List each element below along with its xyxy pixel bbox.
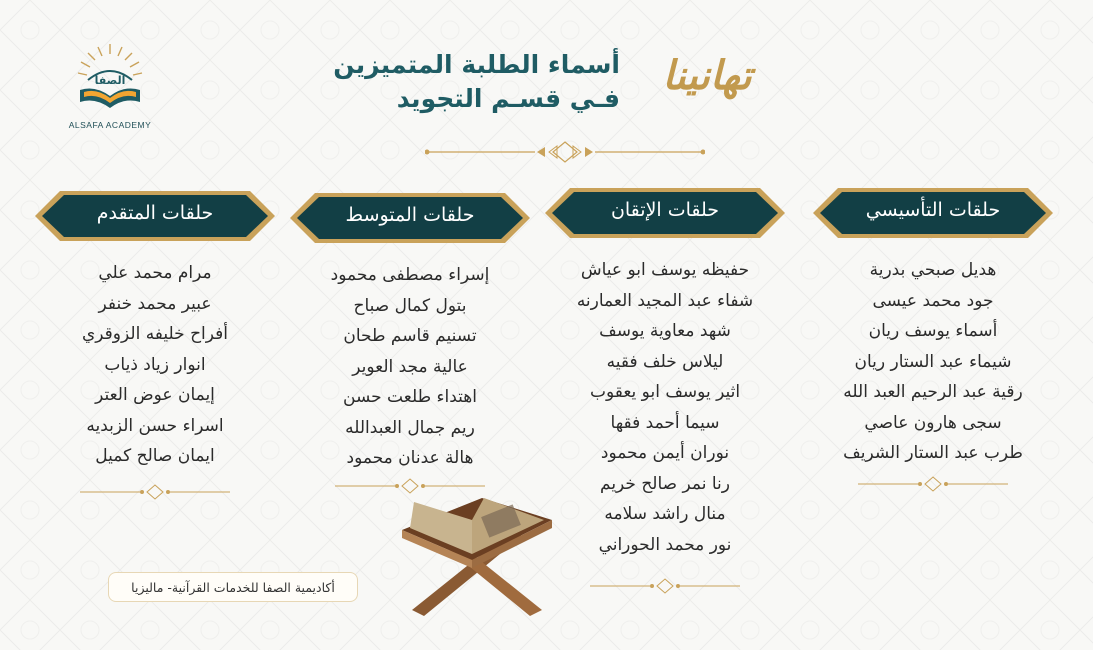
column-heading: حلقات المتقدم — [96, 202, 214, 224]
student-name: ليلاس خلف فقيه — [606, 351, 724, 372]
quran-on-stand-image — [392, 490, 562, 620]
student-name: أسماء يوسف ريان — [868, 321, 998, 341]
student-name: حفيظه يوسف ابو عياش — [580, 260, 750, 280]
student-name: ايمان صالح كميل — [95, 446, 215, 466]
student-name: نوران أيمن محمود — [600, 443, 730, 463]
names-list — [540, 255, 790, 560]
header-divider — [425, 140, 705, 164]
column-heading: حلقات الإتقان — [610, 199, 720, 221]
congrats-calligraphy: تهانينا — [662, 52, 752, 99]
academy-logo — [62, 40, 158, 140]
title-line-2: فـي قسـم التجويد — [396, 84, 620, 113]
student-name: اسراء حسن الزبديه — [86, 415, 224, 436]
names-list — [808, 255, 1058, 469]
logo-caption: ALSAFA ACADEMY — [68, 120, 152, 130]
student-name: طرب عبد الستار الشريف — [843, 443, 1023, 463]
title-line-1: أسماء الطلبة المتميزين — [333, 50, 620, 79]
student-name: رنا نمر صالح خريم — [600, 473, 730, 494]
student-name: أفراح خليفه الزوقري — [81, 324, 229, 344]
student-name: هالة عدنان محمود — [346, 448, 474, 468]
column-divider — [590, 578, 740, 594]
student-name: انوار زياد ذياب — [104, 354, 206, 375]
footer-note: أكاديمية الصفا للخدمات القرآنية- ماليزيا — [108, 572, 358, 602]
logo-brand-text: الصفا — [94, 74, 126, 87]
student-name: عالية مجد العوير — [352, 356, 468, 377]
student-name: نور محمد الحوراني — [598, 534, 732, 555]
student-name: عبير محمد خنفر — [98, 293, 212, 314]
student-name: ريم جمال العبدالله — [345, 417, 475, 438]
banner-mastery — [540, 183, 790, 243]
student-name: شهد معاوية يوسف — [599, 321, 731, 341]
student-name: رقية عبد الرحيم العبد الله — [843, 382, 1023, 402]
column-divider — [858, 476, 1008, 492]
names-list — [285, 260, 535, 474]
student-name: بتول كمال صباح — [353, 295, 467, 316]
student-name: مرام محمد علي — [98, 263, 212, 283]
banner-foundation — [808, 183, 1058, 243]
column-heading: حلقات المتوسط — [345, 204, 475, 226]
student-name: اثير يوسف ابو يعقوب — [589, 382, 741, 402]
names-list — [30, 258, 280, 472]
student-name: شفاء عبد المجيد العمارنه — [576, 290, 754, 311]
page-title — [300, 48, 620, 116]
column-heading: حلقات التأسيسي — [865, 199, 1001, 221]
student-name: منال راشد سلامه — [604, 504, 726, 524]
student-name: جود محمد عيسى — [872, 290, 994, 311]
student-name: سجى هارون عاصي — [864, 412, 1002, 433]
student-name: إيمان عوض العتر — [95, 385, 215, 405]
student-name: تسنيم قاسم طحان — [343, 326, 477, 346]
banner-advanced — [30, 186, 280, 246]
student-name: هديل صبحي بدرية — [869, 260, 997, 280]
column-divider — [80, 484, 230, 500]
student-name: إسراء مصطفى محمود — [330, 265, 490, 285]
student-name: سيما أحمد فقها — [610, 412, 720, 433]
banner-intermediate — [285, 188, 535, 248]
student-name: اهتداء طلعت حسن — [343, 387, 477, 407]
student-name: شيماء عبد الستار ريان — [854, 351, 1012, 372]
